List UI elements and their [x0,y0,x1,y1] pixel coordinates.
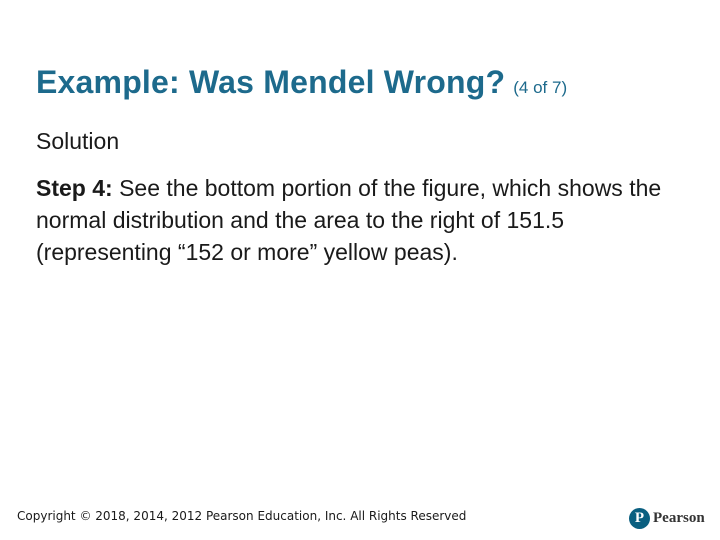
step-paragraph [36,172,676,268]
copyright-footer: Copyright © 2018, 2014, 2012 Pearson Education, Inc. All Rights Reserved [17,509,467,523]
solution-heading: Solution [36,128,120,154]
pearson-logo-icon: P [629,508,650,529]
slide-title [36,64,567,101]
pearson-logo [629,506,705,530]
pearson-logo-wordmark: Pearson [653,509,705,526]
slide-title-page-indicator: (4 of 7) [513,78,568,97]
slide-title-main: Example: Was Mendel Wrong? [36,64,506,100]
step-text: See the bottom portion of the figure, which shows the normal distribution and the area to the right of 151.5 (representing “152 or more” yellow peas). [36,175,662,265]
step-label: Step 4: [36,175,113,201]
